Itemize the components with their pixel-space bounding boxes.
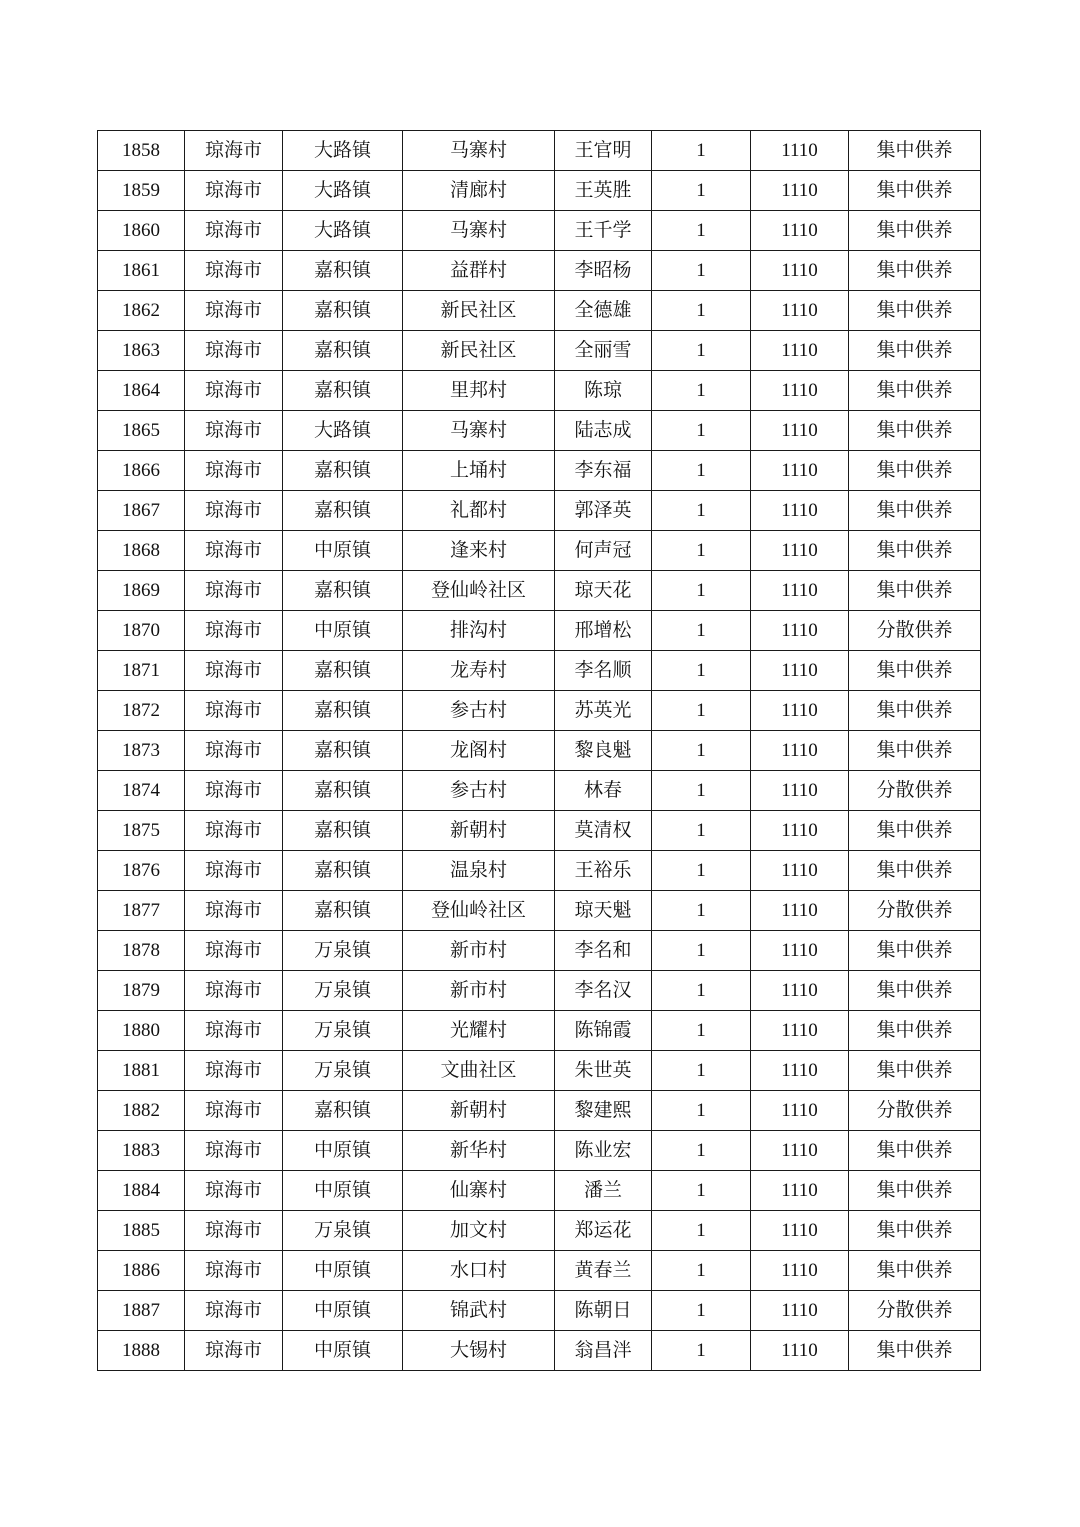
cell-amount: 1110: [751, 1011, 849, 1051]
cell-count: 1: [652, 651, 751, 691]
cell-village: 马寨村: [403, 411, 555, 451]
table-row: [98, 1251, 981, 1291]
cell-person-name: 琼天花: [555, 571, 652, 611]
cell-support-type: 分散供养: [849, 1091, 981, 1131]
cell-person-name: 黎良魁: [555, 731, 652, 771]
cell-count: 1: [652, 331, 751, 371]
table-row: [98, 771, 981, 811]
cell-town: 万泉镇: [283, 1051, 403, 1091]
cell-city: 琼海市: [185, 611, 283, 651]
cell-amount: 1110: [751, 1091, 849, 1131]
cell-town: 嘉积镇: [283, 291, 403, 331]
table-row: [98, 1051, 981, 1091]
cell-person-name: 李东福: [555, 451, 652, 491]
cell-town: 嘉积镇: [283, 851, 403, 891]
cell-amount: 1110: [751, 531, 849, 571]
cell-person-name: 全丽雪: [555, 331, 652, 371]
cell-city: 琼海市: [185, 851, 283, 891]
cell-person-name: 王裕乐: [555, 851, 652, 891]
cell-support-type: 集中供养: [849, 1051, 981, 1091]
cell-town: 嘉积镇: [283, 651, 403, 691]
cell-town: 中原镇: [283, 1251, 403, 1291]
cell-support-type: 集中供养: [849, 331, 981, 371]
cell-count: 1: [652, 1011, 751, 1051]
cell-count: 1: [652, 451, 751, 491]
cell-row-number: 1881: [98, 1051, 185, 1091]
cell-amount: 1110: [751, 771, 849, 811]
cell-city: 琼海市: [185, 1011, 283, 1051]
records-table: [97, 130, 981, 1371]
cell-city: 琼海市: [185, 331, 283, 371]
cell-count: 1: [652, 131, 751, 171]
cell-count: 1: [652, 971, 751, 1011]
cell-count: 1: [652, 691, 751, 731]
cell-row-number: 1858: [98, 131, 185, 171]
cell-row-number: 1888: [98, 1331, 185, 1371]
cell-town: 大路镇: [283, 131, 403, 171]
cell-amount: 1110: [751, 211, 849, 251]
cell-person-name: 陈朝日: [555, 1291, 652, 1331]
cell-town: 嘉积镇: [283, 731, 403, 771]
cell-row-number: 1867: [98, 491, 185, 531]
cell-count: 1: [652, 931, 751, 971]
cell-village: 登仙岭社区: [403, 571, 555, 611]
cell-row-number: 1883: [98, 1131, 185, 1171]
cell-support-type: 集中供养: [849, 1251, 981, 1291]
cell-row-number: 1869: [98, 571, 185, 611]
table-row: [98, 811, 981, 851]
cell-amount: 1110: [751, 931, 849, 971]
cell-row-number: 1887: [98, 1291, 185, 1331]
cell-amount: 1110: [751, 851, 849, 891]
cell-support-type: 集中供养: [849, 1131, 981, 1171]
cell-city: 琼海市: [185, 731, 283, 771]
cell-person-name: 王千学: [555, 211, 652, 251]
table-row: [98, 411, 981, 451]
cell-town: 中原镇: [283, 611, 403, 651]
cell-city: 琼海市: [185, 971, 283, 1011]
cell-person-name: 翁昌泮: [555, 1331, 652, 1371]
cell-town: 嘉积镇: [283, 331, 403, 371]
cell-amount: 1110: [751, 811, 849, 851]
cell-amount: 1110: [751, 371, 849, 411]
cell-city: 琼海市: [185, 1251, 283, 1291]
cell-person-name: 王官明: [555, 131, 652, 171]
cell-city: 琼海市: [185, 1211, 283, 1251]
cell-count: 1: [652, 1171, 751, 1211]
cell-count: 1: [652, 251, 751, 291]
cell-count: 1: [652, 731, 751, 771]
cell-support-type: 集中供养: [849, 731, 981, 771]
cell-row-number: 1876: [98, 851, 185, 891]
table-row: [98, 691, 981, 731]
cell-city: 琼海市: [185, 1291, 283, 1331]
cell-count: 1: [652, 851, 751, 891]
table-row: [98, 1171, 981, 1211]
cell-village: 光耀村: [403, 1011, 555, 1051]
cell-support-type: 集中供养: [849, 971, 981, 1011]
cell-town: 大路镇: [283, 411, 403, 451]
cell-amount: 1110: [751, 1211, 849, 1251]
cell-row-number: 1872: [98, 691, 185, 731]
cell-village: 新市村: [403, 931, 555, 971]
cell-row-number: 1859: [98, 171, 185, 211]
cell-city: 琼海市: [185, 291, 283, 331]
cell-support-type: 集中供养: [849, 251, 981, 291]
cell-amount: 1110: [751, 171, 849, 211]
cell-village: 仙寨村: [403, 1171, 555, 1211]
cell-support-type: 集中供养: [849, 171, 981, 211]
cell-support-type: 集中供养: [849, 1211, 981, 1251]
cell-village: 清廊村: [403, 171, 555, 211]
cell-village: 上埇村: [403, 451, 555, 491]
cell-row-number: 1879: [98, 971, 185, 1011]
cell-support-type: 集中供养: [849, 451, 981, 491]
cell-support-type: 集中供养: [849, 131, 981, 171]
cell-row-number: 1874: [98, 771, 185, 811]
table-body: [98, 131, 981, 1371]
cell-city: 琼海市: [185, 771, 283, 811]
cell-person-name: 朱世英: [555, 1051, 652, 1091]
cell-amount: 1110: [751, 451, 849, 491]
cell-town: 嘉积镇: [283, 1091, 403, 1131]
cell-count: 1: [652, 1051, 751, 1091]
cell-row-number: 1863: [98, 331, 185, 371]
cell-person-name: 陈业宏: [555, 1131, 652, 1171]
cell-support-type: 集中供养: [849, 211, 981, 251]
cell-village: 新民社区: [403, 291, 555, 331]
table-row: [98, 731, 981, 771]
cell-person-name: 莫清权: [555, 811, 652, 851]
cell-support-type: 集中供养: [849, 1011, 981, 1051]
cell-amount: 1110: [751, 1131, 849, 1171]
cell-support-type: 集中供养: [849, 411, 981, 451]
cell-city: 琼海市: [185, 891, 283, 931]
cell-amount: 1110: [751, 651, 849, 691]
cell-count: 1: [652, 291, 751, 331]
cell-count: 1: [652, 211, 751, 251]
cell-city: 琼海市: [185, 491, 283, 531]
cell-city: 琼海市: [185, 1091, 283, 1131]
cell-person-name: 邢增松: [555, 611, 652, 651]
cell-person-name: 琼天魁: [555, 891, 652, 931]
cell-row-number: 1866: [98, 451, 185, 491]
cell-support-type: 集中供养: [849, 1171, 981, 1211]
cell-town: 中原镇: [283, 1131, 403, 1171]
cell-count: 1: [652, 771, 751, 811]
cell-person-name: 何声冠: [555, 531, 652, 571]
table-row: [98, 451, 981, 491]
cell-amount: 1110: [751, 971, 849, 1011]
cell-amount: 1110: [751, 1331, 849, 1371]
cell-person-name: 全德雄: [555, 291, 652, 331]
cell-town: 万泉镇: [283, 971, 403, 1011]
table-row: [98, 331, 981, 371]
cell-count: 1: [652, 411, 751, 451]
cell-count: 1: [652, 1331, 751, 1371]
cell-village: 参古村: [403, 691, 555, 731]
cell-village: 新朝村: [403, 811, 555, 851]
cell-town: 万泉镇: [283, 1211, 403, 1251]
cell-support-type: 分散供养: [849, 771, 981, 811]
cell-person-name: 王英胜: [555, 171, 652, 211]
cell-city: 琼海市: [185, 571, 283, 611]
cell-row-number: 1871: [98, 651, 185, 691]
cell-town: 中原镇: [283, 1331, 403, 1371]
cell-amount: 1110: [751, 1251, 849, 1291]
cell-person-name: 黄春兰: [555, 1251, 652, 1291]
cell-amount: 1110: [751, 891, 849, 931]
cell-city: 琼海市: [185, 211, 283, 251]
cell-amount: 1110: [751, 1051, 849, 1091]
table-row: [98, 611, 981, 651]
cell-count: 1: [652, 531, 751, 571]
cell-town: 嘉积镇: [283, 691, 403, 731]
cell-support-type: 集中供养: [849, 291, 981, 331]
cell-village: 温泉村: [403, 851, 555, 891]
cell-village: 里邦村: [403, 371, 555, 411]
cell-row-number: 1864: [98, 371, 185, 411]
cell-village: 大锡村: [403, 1331, 555, 1371]
cell-village: 新市村: [403, 971, 555, 1011]
cell-row-number: 1885: [98, 1211, 185, 1251]
cell-city: 琼海市: [185, 531, 283, 571]
cell-support-type: 分散供养: [849, 1291, 981, 1331]
cell-village: 马寨村: [403, 131, 555, 171]
cell-person-name: 郭泽英: [555, 491, 652, 531]
cell-village: 马寨村: [403, 211, 555, 251]
cell-count: 1: [652, 811, 751, 851]
cell-person-name: 陈锦霞: [555, 1011, 652, 1051]
cell-person-name: 林春: [555, 771, 652, 811]
cell-village: 水口村: [403, 1251, 555, 1291]
table-row: [98, 251, 981, 291]
cell-town: 万泉镇: [283, 931, 403, 971]
cell-support-type: 分散供养: [849, 891, 981, 931]
cell-person-name: 潘兰: [555, 1171, 652, 1211]
table-row: [98, 531, 981, 571]
cell-city: 琼海市: [185, 131, 283, 171]
cell-person-name: 李名和: [555, 931, 652, 971]
cell-count: 1: [652, 1131, 751, 1171]
cell-count: 1: [652, 371, 751, 411]
table-row: [98, 651, 981, 691]
cell-town: 万泉镇: [283, 1011, 403, 1051]
cell-support-type: 集中供养: [849, 491, 981, 531]
cell-count: 1: [652, 1251, 751, 1291]
cell-village: 加文村: [403, 1211, 555, 1251]
cell-city: 琼海市: [185, 371, 283, 411]
table-row: [98, 891, 981, 931]
cell-city: 琼海市: [185, 171, 283, 211]
cell-person-name: 陆志成: [555, 411, 652, 451]
table-row: [98, 1131, 981, 1171]
cell-city: 琼海市: [185, 931, 283, 971]
cell-amount: 1110: [751, 331, 849, 371]
cell-count: 1: [652, 611, 751, 651]
cell-row-number: 1873: [98, 731, 185, 771]
cell-city: 琼海市: [185, 651, 283, 691]
table-row: [98, 851, 981, 891]
cell-row-number: 1886: [98, 1251, 185, 1291]
cell-row-number: 1875: [98, 811, 185, 851]
table-row: [98, 1211, 981, 1251]
cell-count: 1: [652, 491, 751, 531]
cell-village: 新民社区: [403, 331, 555, 371]
cell-amount: 1110: [751, 611, 849, 651]
cell-count: 1: [652, 571, 751, 611]
table-row: [98, 971, 981, 1011]
cell-city: 琼海市: [185, 1051, 283, 1091]
cell-support-type: 集中供养: [849, 691, 981, 731]
cell-town: 嘉积镇: [283, 491, 403, 531]
cell-city: 琼海市: [185, 451, 283, 491]
cell-city: 琼海市: [185, 811, 283, 851]
cell-row-number: 1870: [98, 611, 185, 651]
table-row: [98, 371, 981, 411]
cell-row-number: 1862: [98, 291, 185, 331]
cell-row-number: 1882: [98, 1091, 185, 1131]
cell-person-name: 黎建熙: [555, 1091, 652, 1131]
cell-town: 大路镇: [283, 171, 403, 211]
cell-amount: 1110: [751, 1171, 849, 1211]
cell-town: 嘉积镇: [283, 771, 403, 811]
cell-support-type: 集中供养: [849, 371, 981, 411]
records-table-container: [97, 130, 980, 1371]
cell-city: 琼海市: [185, 251, 283, 291]
cell-support-type: 集中供养: [849, 651, 981, 691]
table-row: [98, 571, 981, 611]
cell-town: 大路镇: [283, 211, 403, 251]
cell-support-type: 集中供养: [849, 851, 981, 891]
cell-town: 嘉积镇: [283, 571, 403, 611]
cell-amount: 1110: [751, 131, 849, 171]
cell-row-number: 1860: [98, 211, 185, 251]
cell-village: 新朝村: [403, 1091, 555, 1131]
cell-town: 嘉积镇: [283, 891, 403, 931]
cell-person-name: 李名顺: [555, 651, 652, 691]
table-row: [98, 291, 981, 331]
cell-amount: 1110: [751, 731, 849, 771]
cell-count: 1: [652, 891, 751, 931]
table-row: [98, 171, 981, 211]
cell-village: 锦武村: [403, 1291, 555, 1331]
cell-row-number: 1865: [98, 411, 185, 451]
cell-row-number: 1877: [98, 891, 185, 931]
cell-town: 嘉积镇: [283, 371, 403, 411]
cell-person-name: 李名汉: [555, 971, 652, 1011]
cell-support-type: 集中供养: [849, 1331, 981, 1371]
cell-village: 排沟村: [403, 611, 555, 651]
cell-city: 琼海市: [185, 1171, 283, 1211]
cell-village: 龙寿村: [403, 651, 555, 691]
cell-row-number: 1880: [98, 1011, 185, 1051]
cell-count: 1: [652, 1211, 751, 1251]
cell-village: 参古村: [403, 771, 555, 811]
cell-person-name: 陈琼: [555, 371, 652, 411]
cell-person-name: 李昭杨: [555, 251, 652, 291]
cell-village: 新华村: [403, 1131, 555, 1171]
cell-support-type: 集中供养: [849, 571, 981, 611]
cell-amount: 1110: [751, 571, 849, 611]
cell-row-number: 1868: [98, 531, 185, 571]
cell-support-type: 集中供养: [849, 531, 981, 571]
cell-town: 嘉积镇: [283, 251, 403, 291]
table-row: [98, 931, 981, 971]
cell-city: 琼海市: [185, 691, 283, 731]
cell-person-name: 苏英光: [555, 691, 652, 731]
cell-amount: 1110: [751, 491, 849, 531]
cell-count: 1: [652, 1291, 751, 1331]
table-row: [98, 131, 981, 171]
table-row: [98, 211, 981, 251]
cell-support-type: 集中供养: [849, 811, 981, 851]
cell-town: 中原镇: [283, 531, 403, 571]
cell-amount: 1110: [751, 251, 849, 291]
table-row: [98, 1091, 981, 1131]
cell-village: 益群村: [403, 251, 555, 291]
cell-count: 1: [652, 171, 751, 211]
cell-city: 琼海市: [185, 1331, 283, 1371]
cell-row-number: 1884: [98, 1171, 185, 1211]
cell-town: 中原镇: [283, 1171, 403, 1211]
cell-amount: 1110: [751, 691, 849, 731]
cell-amount: 1110: [751, 1291, 849, 1331]
cell-village: 文曲社区: [403, 1051, 555, 1091]
cell-row-number: 1878: [98, 931, 185, 971]
table-row: [98, 1011, 981, 1051]
cell-village: 逢来村: [403, 531, 555, 571]
table-row: [98, 491, 981, 531]
cell-city: 琼海市: [185, 1131, 283, 1171]
cell-support-type: 集中供养: [849, 931, 981, 971]
cell-row-number: 1861: [98, 251, 185, 291]
cell-count: 1: [652, 1091, 751, 1131]
cell-support-type: 分散供养: [849, 611, 981, 651]
cell-village: 龙阁村: [403, 731, 555, 771]
cell-village: 登仙岭社区: [403, 891, 555, 931]
cell-town: 嘉积镇: [283, 451, 403, 491]
cell-person-name: 郑运花: [555, 1211, 652, 1251]
cell-amount: 1110: [751, 291, 849, 331]
table-row: [98, 1291, 981, 1331]
cell-amount: 1110: [751, 411, 849, 451]
cell-village: 礼都村: [403, 491, 555, 531]
cell-town: 嘉积镇: [283, 811, 403, 851]
table-row: [98, 1331, 981, 1371]
cell-town: 中原镇: [283, 1291, 403, 1331]
cell-city: 琼海市: [185, 411, 283, 451]
